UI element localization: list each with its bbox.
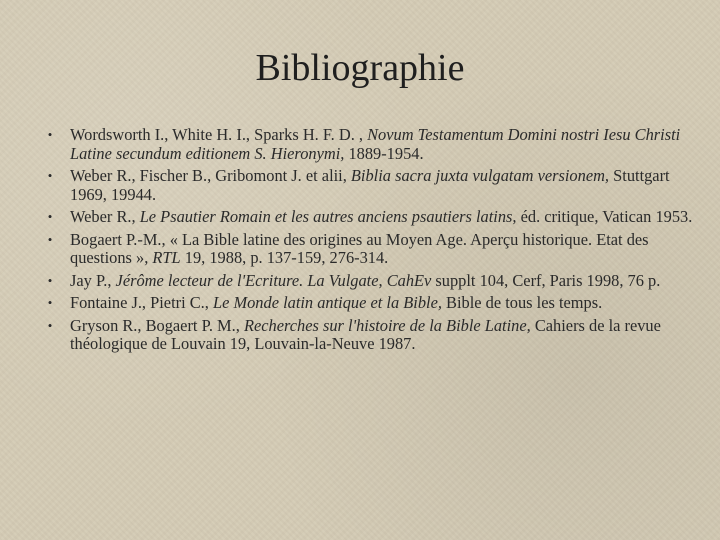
bibliography-entry [44, 167, 694, 204]
entry-text: 1889-1954. [344, 143, 424, 163]
entry-text: Weber R., [70, 207, 140, 226]
entry-text: Gryson R., Bogaert P. M., [70, 315, 244, 335]
bullet-icon: • [47, 317, 53, 333]
entry-title: Le Psautier Romain et les autres anciens psautiers latins, [139, 207, 517, 226]
bibliography-entry [44, 208, 694, 227]
entry-title: Biblia sacra juxta vulgatam versionem, [350, 166, 610, 185]
entry-title: RTL [152, 248, 181, 267]
bibliography-entry [44, 231, 694, 268]
entry-text: Weber R., Fischer B., Gribomont J. et alii, [70, 166, 351, 185]
entry-title: Jérôme lecteur de l'Ecriture. La Vulgate, CahEv [115, 270, 432, 290]
entry-text: éd. critique, Vatican 1953. [516, 207, 693, 226]
entry-text: Bogaert P.-M., « La Bible latine des origines au Moyen Age. Aperçu historique. Etat des questions », [70, 229, 649, 267]
entry-text: Jay P., [70, 270, 116, 290]
entry-text: Stuttgart 1969, 19944. [70, 166, 670, 204]
entry-text: 19, 1988, p. 137-159, 276-314. [180, 248, 389, 267]
entry-text: Fontaine J., Pietri C., [70, 293, 213, 312]
entry-title: Le Monde latin antique et la Bible, [212, 293, 442, 312]
bibliography-entry [44, 126, 694, 163]
entry-title: Recherches sur l'histoire de la Bible Latine, [243, 315, 531, 335]
bullet-icon: • [47, 209, 53, 224]
bibliography-entry [44, 272, 694, 291]
bullet-icon: • [47, 168, 53, 183]
bullet-icon: • [47, 295, 53, 310]
slide-title: Bibliographie [255, 47, 465, 89]
entry-text: Bible de tous les temps. [441, 293, 603, 312]
bullet-icon: • [47, 127, 53, 142]
entry-title: Novum Testamentum Domini nostri Iesu Christi Latine secundum editionem S. Hieronymi, [70, 125, 681, 163]
bibliography-list [44, 126, 694, 358]
entry-text: Cahiers de la revue théologique de Louvain 19, Louvain-la-Neuve 1987. [70, 315, 661, 353]
entry-text: Wordsworth I., White H. I., Sparks H. F. D. , [70, 125, 368, 144]
entry-text: supplt 104, Cerf, Paris 1998, 76 p. [431, 270, 661, 290]
bullet-icon: • [47, 272, 53, 288]
bibliography-entry [44, 294, 694, 313]
bullet-icon: • [47, 231, 53, 247]
bibliography-entry [44, 317, 694, 354]
